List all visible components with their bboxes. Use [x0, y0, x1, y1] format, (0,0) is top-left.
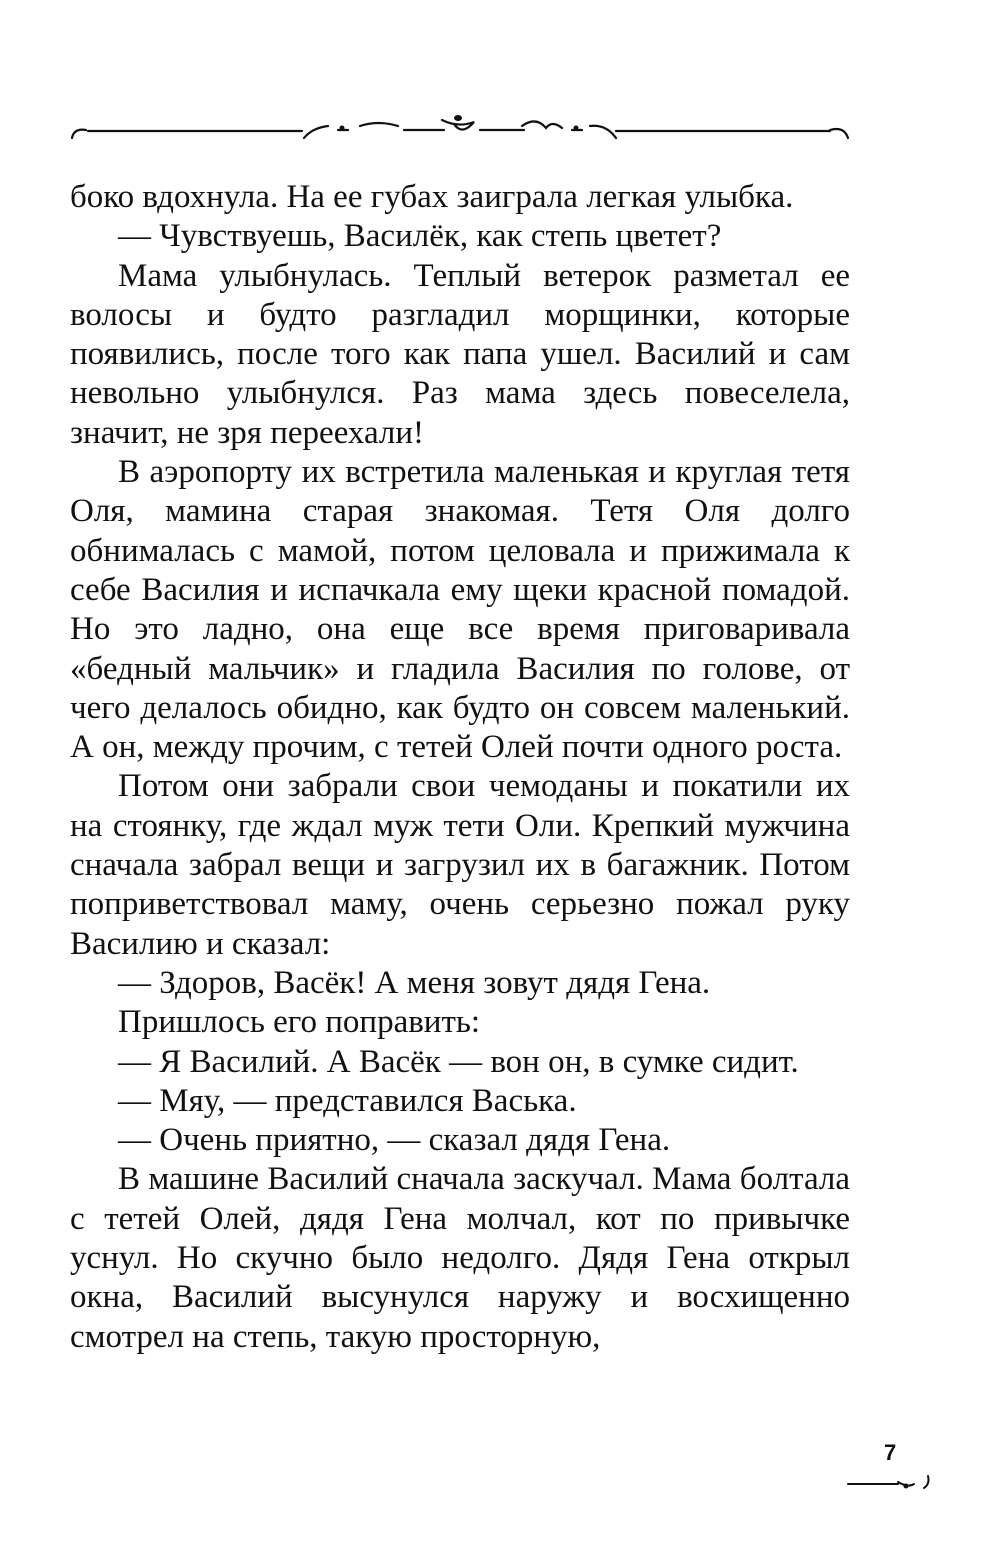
paragraph: — Очень приятно, — сказал дядя Гена. — [118, 1122, 671, 1159]
paragraph: — Здоров, Васёк! А меня зовут дядя Гена. — [118, 964, 711, 1001]
decorative-footer-ornament — [840, 1470, 940, 1496]
body-text — [70, 178, 850, 1357]
paragraph: Пришлось его поправить: — [118, 1004, 481, 1041]
paragraph: В аэропорту их встретила маленькая и круглая тетя Оля, мамина старая знакомая. Тетя Оля долго обнималась с мамой, потом целовала и прижимала к себе Василия и испачкала ему щеки красной помадой. Но это ладно, она еще все время приговаривала «бедный мальчик» и гладила Василия по голове, от чего делалось обидно, как будто он совсем маленький. А он, между прочим, с тетей Олей почти одного роста. — [70, 454, 850, 766]
page-number: 7 — [884, 1440, 897, 1465]
paragraph: боко вдохнула. На ее губах заиграла легкая улыбка. — [70, 179, 794, 215]
paragraph: Мама улыбнулась. Теплый ветерок разметал ее волосы и будто разгладил морщинки, которые появились, после того как папа ушел. Василий и сам невольно улыбнулся. Раз мама здесь повеселела, значит, не зря переехали! — [70, 257, 850, 451]
paragraph: — Мяу, — представился Васька. — [118, 1082, 577, 1119]
paragraph: — Чувствуешь, Василёк, как степь цветет? — [118, 218, 722, 255]
decorative-header-ornament — [60, 100, 860, 150]
paragraph: Потом они забрали свои чемоданы и покатили их на стоянку, где ждал муж тети Оли. Крепкий мужчина сначала забрал вещи и загрузил их в багажник. Потом поприветствовал маму, очень серьезно пожал руку Василию и сказал: — [70, 768, 850, 962]
paragraph: В машине Василий сначала заскучал. Мама болтала с тетей Олей, дядя Гена молчал, кот по привычке уснул. Но скучно было недолго. Дядя Гена открыл окна, Василий высунулся наружу и восхищенно смотрел на степь, такую просторную, — [70, 1161, 850, 1355]
paragraph: — Я Василий. А Васёк — вон он, в сумке сидит. — [118, 1043, 799, 1080]
